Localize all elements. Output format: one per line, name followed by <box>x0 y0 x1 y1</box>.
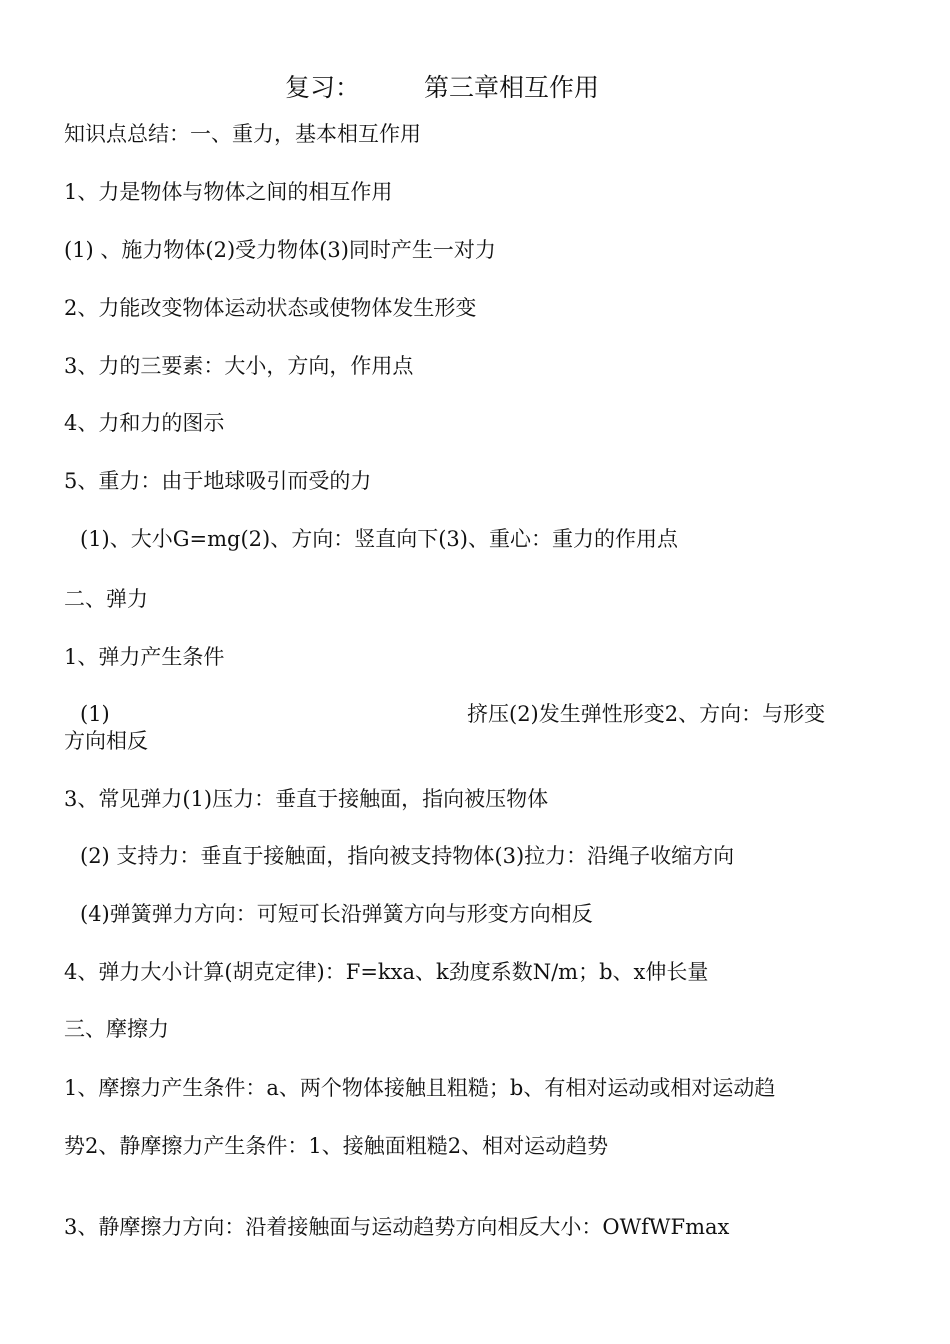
elastic-point-3-support: (2) 支持力：垂直于接触面，指向被支持物体(3)拉力：沿绳子收缩方向 <box>80 844 735 868</box>
point-1: 1、力是物体与物体之间的相互作用 <box>64 180 393 204</box>
elastic-point-4: 4、弹力大小计算(胡克定律)：F=kxa、k劲度系数N/m；b、x伸长量 <box>64 960 709 984</box>
elastic-point-3-spring: (4)弹簧弹力方向：可短可长沿弹簧方向与形变方向相反 <box>80 902 593 926</box>
summary-heading: 知识点总结：一、重力，基本相互作用 <box>64 122 421 146</box>
friction-point-2: 势2、静摩擦力产生条件：1、接触面粗糙2、相对运动趋势 <box>64 1134 609 1158</box>
split-continuation: 方向相反 <box>64 729 148 753</box>
section-2-heading: 二、弹力 <box>64 587 148 611</box>
point-5: 5、重力：由于地球吸引而受的力 <box>64 469 372 493</box>
friction-point-1: 1、摩擦力产生条件：a、两个物体接触且粗糙；b、有相对运动或相对运动趋 <box>64 1076 776 1100</box>
elastic-point-3: 3、常见弹力(1)压力：垂直于接触面，指向被压物体 <box>64 787 549 811</box>
elastic-point-1: 1、弹力产生条件 <box>64 645 225 669</box>
section-3-heading: 三、摩擦力 <box>64 1017 169 1041</box>
friction-point-3: 3、静摩擦力方向：沿着接触面与运动趋势方向相反大小：OWfWFmax <box>64 1215 730 1239</box>
title-chapter: 第三章相互作用 <box>424 73 600 102</box>
point-3: 3、力的三要素：大小，方向，作用点 <box>64 354 414 378</box>
split-left: (1) <box>80 702 110 726</box>
point-1-detail: (1) 、施力物体(2)受力物体(3)同时产生一对力 <box>64 238 496 262</box>
point-5-detail: (1)、大小G=mg(2)、方向：竖直向下(3)、重心：重力的作用点 <box>80 527 678 551</box>
title-prefix: 复习： <box>285 73 361 102</box>
split-right: 挤压(2)发生弹性形变2、方向：与形变 <box>467 702 826 726</box>
point-2: 2、力能改变物体运动状态或使物体发生形变 <box>64 296 477 320</box>
point-4: 4、力和力的图示 <box>64 411 225 435</box>
